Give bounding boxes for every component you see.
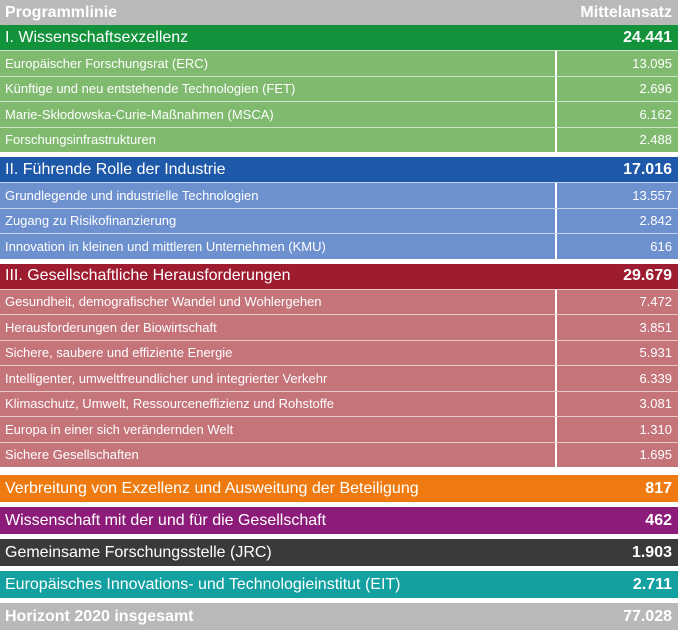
- section-title: II. Führende Rolle der Industrie: [5, 160, 226, 178]
- row-jrc: [0, 539, 678, 566]
- table-row: [0, 314, 678, 340]
- total-value: 77.028: [623, 607, 672, 625]
- row-label: Europa in einer sich verändernden Welt: [0, 417, 557, 442]
- section-total: 24.441: [623, 28, 672, 46]
- row-label: Klimaschutz, Umwelt, Ressourceneffizienz und Rohstoffe: [0, 392, 557, 417]
- row-value: 6.162: [639, 106, 672, 122]
- row-value: 13.095: [632, 55, 672, 71]
- row-label: Künftige und neu entstehende Technologien (FET): [0, 77, 557, 102]
- row-value: 2.696: [639, 81, 672, 97]
- section-row-wissenschaftsexzellenz: [0, 25, 678, 50]
- table-row: [0, 365, 678, 391]
- row-label: Innovation in kleinen und mittleren Unternehmen (KMU): [0, 234, 557, 259]
- header-mittelansatz: Mittelansatz: [580, 3, 672, 21]
- table-row: [0, 442, 678, 468]
- row-value: 2.842: [639, 213, 672, 229]
- row-value: 1.310: [639, 421, 672, 437]
- row-label: Marie-Skłodowska-Curie-Maßnahmen (MSCA): [0, 102, 557, 127]
- row-label: Forschungsinfrastrukturen: [0, 128, 557, 153]
- row-label: Europäischer Forschungsrat (ERC): [0, 51, 557, 76]
- section-total: 29.679: [623, 267, 672, 284]
- section-total: 17.016: [623, 160, 672, 178]
- table-row: [0, 416, 678, 442]
- table-row: [0, 208, 678, 234]
- table-row: [0, 182, 678, 208]
- table-row: [0, 340, 678, 366]
- section-title: III. Gesellschaftliche Herausforderungen: [5, 267, 291, 284]
- row-value: 7.472: [639, 294, 672, 310]
- row-value: 3.851: [639, 319, 672, 335]
- row-label: Herausforderungen der Biowirtschaft: [0, 315, 557, 340]
- row-value: 2.711: [632, 575, 672, 593]
- row-value: 1.695: [639, 447, 672, 463]
- row-value: 1.903: [631, 543, 672, 561]
- total-label: Horizont 2020 insgesamt: [5, 607, 194, 625]
- row-eit: [0, 571, 678, 598]
- row-label: Wissenschaft mit der und für die Gesellschaft: [5, 511, 327, 529]
- row-value: 6.339: [639, 370, 672, 386]
- row-value: 13.557: [632, 187, 672, 203]
- table-row: [0, 50, 678, 76]
- row-value: 616: [650, 238, 672, 254]
- row-label: Verbreitung von Exzellenz und Ausweitung der Beteiligung: [5, 479, 419, 497]
- section-title: I. Wissenschaftsexzellenz: [5, 28, 189, 46]
- row-value: 462: [645, 511, 672, 529]
- row-label: Sichere Gesellschaften: [0, 443, 557, 468]
- row-label: Grundlegende und industrielle Technologien: [0, 183, 557, 208]
- row-label: Zugang zu Risikofinanzierung: [0, 209, 557, 234]
- row-label: Gemeinsame Forschungsstelle (JRC): [5, 543, 272, 561]
- row-verbreitung-exzellenz: [0, 475, 678, 502]
- row-value: 817: [645, 479, 672, 497]
- row-value: 5.931: [639, 345, 672, 361]
- header-programmlinie: Programmlinie: [5, 3, 118, 21]
- row-label: Gesundheit, demografischer Wandel und Wohlergehen: [0, 290, 557, 315]
- section-row-gesellschaftliche-herausforderungen: [0, 264, 678, 289]
- table-row: [0, 101, 678, 127]
- row-label: Intelligenter, umweltfreundlicher und integrierter Verkehr: [0, 366, 557, 391]
- table-row: [0, 233, 678, 259]
- table-row: [0, 76, 678, 102]
- row-value: 2.488: [639, 132, 672, 148]
- row-value: 3.081: [639, 396, 672, 412]
- table-row: [0, 289, 678, 315]
- row-label: Europäisches Innovations- und Technologieinstitut (EIT): [5, 575, 401, 593]
- section-row-fuehrende-rolle: [0, 157, 678, 182]
- table-row: [0, 391, 678, 417]
- total-row: [0, 603, 678, 630]
- row-wissenschaft-gesellschaft: [0, 507, 678, 534]
- row-label: Sichere, saubere und effiziente Energie: [0, 341, 557, 366]
- table-row: [0, 127, 678, 153]
- table-header-row: [0, 0, 678, 25]
